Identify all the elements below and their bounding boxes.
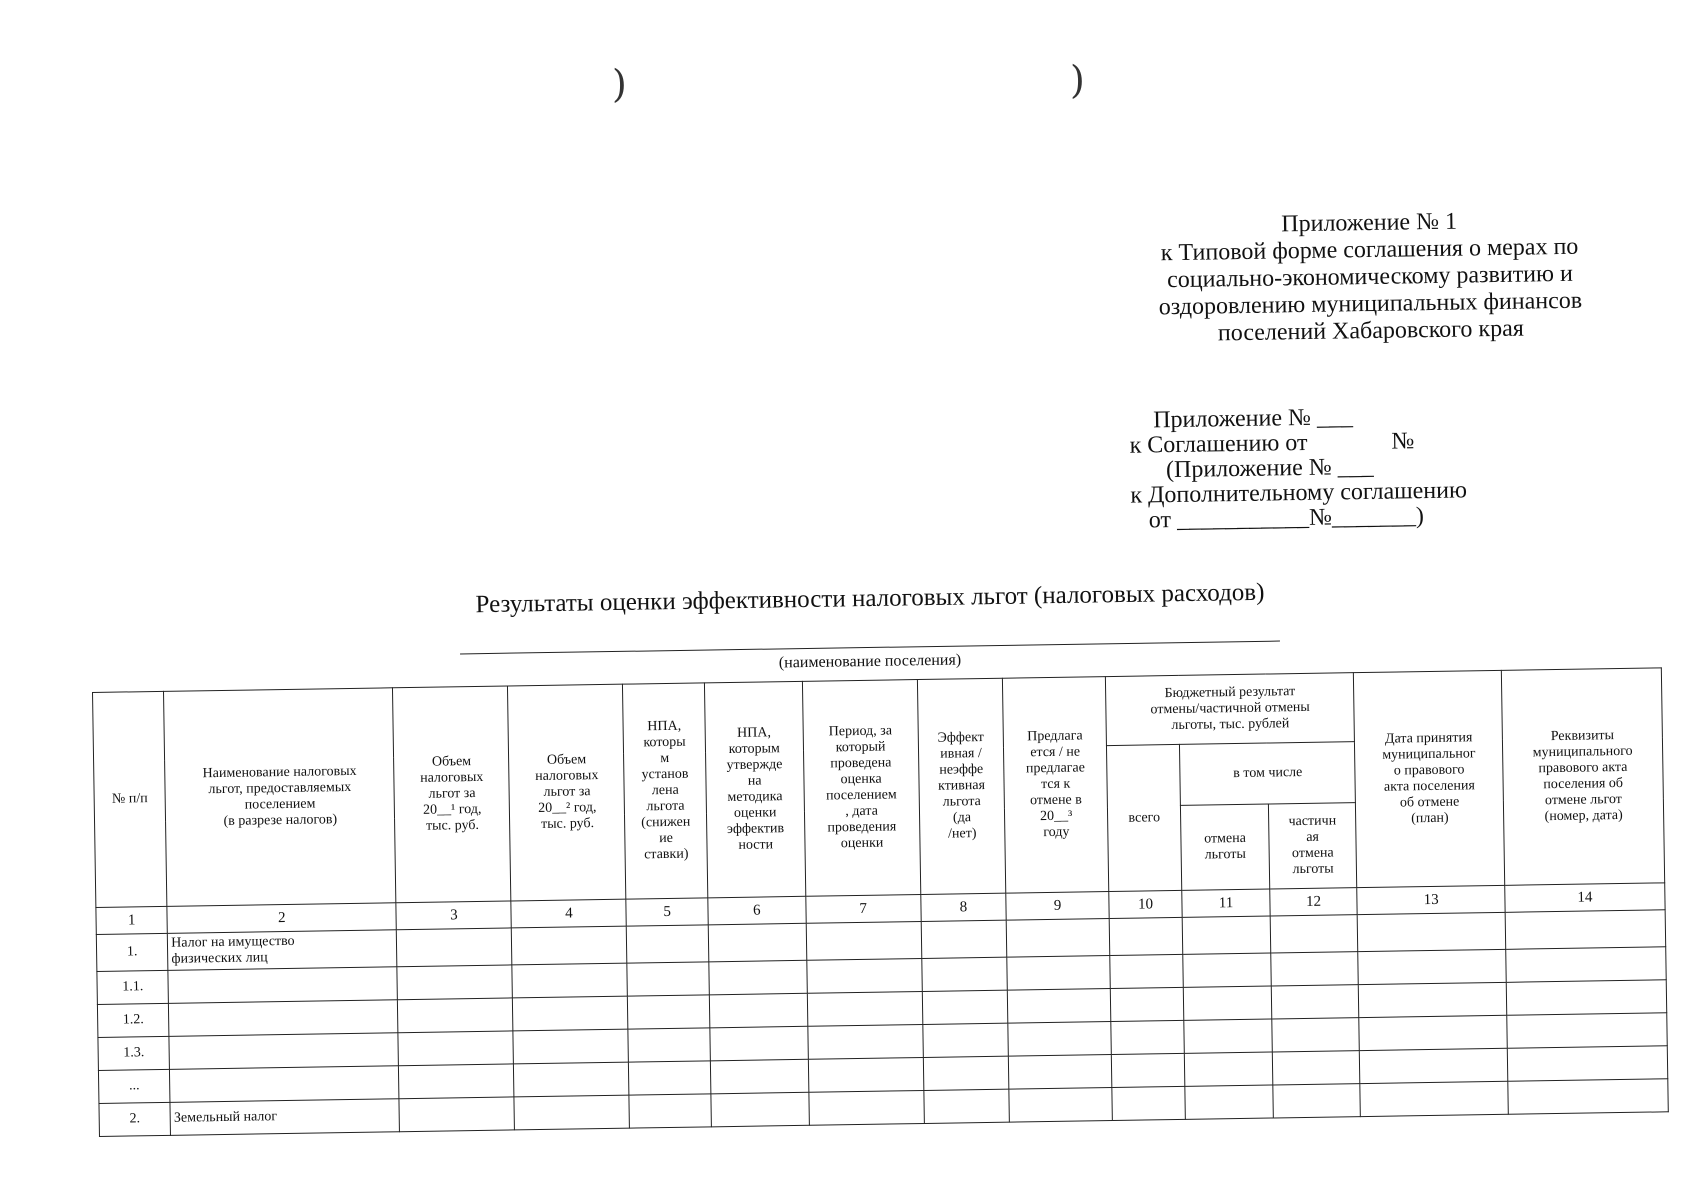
header-total: всего	[1106, 744, 1182, 891]
annex-1-line: к Типовой форме соглашения о мерах по	[1160, 233, 1579, 267]
table-cell	[922, 1023, 1008, 1057]
column-number: 13	[1357, 885, 1505, 914]
table-cell	[1507, 1013, 1667, 1049]
column-number: 5	[626, 898, 708, 926]
table-cell	[1507, 1046, 1667, 1082]
benefit-name-cell: Налог на имущество физических лиц	[168, 930, 398, 971]
table-cell	[1182, 916, 1270, 954]
table-cell	[923, 1056, 1009, 1090]
benefit-name-cell	[169, 1000, 399, 1037]
table-cell	[806, 922, 922, 961]
table-cell	[1112, 1086, 1186, 1120]
annex-1-line: оздоровлению муниципальных финансов	[1158, 287, 1583, 321]
table-cell	[398, 1031, 514, 1066]
table-cell	[921, 920, 1007, 958]
table-cell	[629, 1061, 711, 1095]
table-cell	[1007, 989, 1110, 1024]
table-cell	[1508, 1079, 1668, 1115]
annex-agreement-line: (Приложение № ___	[1129, 453, 1374, 484]
table-cell	[1008, 1022, 1111, 1057]
table-cell	[1110, 987, 1184, 1021]
benefit-name-cell	[168, 967, 398, 1004]
annex-1-line: социально-экономическому развитию и	[1166, 260, 1574, 294]
table-cell	[709, 960, 807, 995]
table-cell	[922, 990, 1008, 1024]
table-cell	[1360, 1048, 1508, 1083]
table-cell	[399, 1097, 515, 1132]
document-title: Результаты оценки эффективности налоговых льгот (налоговых расходов)	[475, 578, 1265, 619]
table-cell	[1273, 1084, 1361, 1118]
punch-hole-mark: )	[1070, 58, 1085, 102]
header-benefit-name: Наименование налоговых льгот, предоставляемых поселением (в разрезе налогов)	[164, 688, 396, 907]
column-number: 9	[1006, 892, 1109, 921]
table-cell	[1183, 953, 1271, 987]
row-number-cell: 1.2.	[97, 1003, 169, 1037]
header-effective: Эффект ивная / неэффе ктивная льгота (да /нет)	[917, 678, 1006, 894]
column-number: 12	[1270, 888, 1358, 916]
row-number-cell: 1.1.	[97, 970, 169, 1004]
column-number: 10	[1109, 890, 1183, 918]
column-number: 11	[1182, 889, 1270, 917]
settlement-name-caption: (наименование поселения)	[778, 651, 962, 672]
table-cell	[1271, 985, 1359, 1019]
table-cell	[1185, 1085, 1273, 1119]
header-evaluation-period: Период, за который проведена оценка поселением , дата проведения оценки	[802, 680, 920, 897]
results-table-wrapper	[92, 667, 1669, 1137]
table-cell	[1358, 912, 1506, 951]
table-cell	[1272, 1018, 1360, 1052]
table-cell	[709, 993, 807, 1028]
table-cell	[627, 962, 709, 996]
column-number: 4	[511, 899, 626, 928]
table-cell	[809, 1090, 925, 1125]
column-number: 7	[805, 895, 920, 924]
table-cell	[513, 1029, 629, 1064]
table-cell	[512, 926, 628, 965]
annex-1-line: поселений Хабаровского края	[1217, 315, 1524, 347]
table-cell	[806, 959, 922, 994]
header-npa-established: НПА, которы м установ лена льгота (снижен ие ставки)	[623, 683, 708, 899]
table-cell	[1360, 1081, 1508, 1116]
table-cell	[710, 1059, 808, 1094]
table-cell	[1184, 986, 1272, 1020]
header-cancel-date: Дата принятия муниципальног о правового акта поселения об отмене (план)	[1354, 670, 1505, 887]
table-cell	[1007, 956, 1110, 991]
column-number: 6	[708, 896, 806, 925]
column-number: 2	[167, 903, 396, 934]
table-cell	[1111, 1020, 1185, 1054]
table-cell	[1271, 952, 1359, 986]
table-cell	[808, 1057, 924, 1092]
annex-agreement-line: от ___________№_______)	[1130, 503, 1425, 534]
table-cell	[513, 996, 629, 1031]
table-cell	[1359, 1015, 1507, 1050]
annex-agreement-line: Приложение № ___	[1129, 404, 1354, 434]
table-cell	[1006, 919, 1109, 958]
table-cell	[628, 995, 710, 1029]
benefit-name-cell: Земельный налог	[170, 1099, 400, 1136]
table-cell	[807, 992, 923, 1027]
table-cell	[1506, 980, 1666, 1016]
table-cell	[708, 923, 806, 962]
table-cell	[1009, 1088, 1112, 1123]
header-cancel-benefit: отмена льготы	[1181, 804, 1270, 890]
table-cell	[1270, 915, 1358, 953]
column-number: 8	[920, 893, 1006, 921]
annex-agreement-heading	[1129, 401, 1601, 533]
table-cell	[1110, 954, 1184, 988]
punch-hole-mark: )	[612, 62, 627, 106]
table-cell	[1506, 947, 1666, 983]
header-budget-result-group: Бюджетный результат отмены/частичной отмены льготы, тыс. рублей	[1105, 673, 1354, 746]
table-cell	[627, 925, 709, 963]
results-table	[92, 667, 1669, 1137]
annex-1-line: Приложение № 1	[1281, 208, 1458, 238]
table-cell	[1009, 1055, 1112, 1090]
table-cell	[628, 1028, 710, 1062]
benefit-name-cell	[169, 1033, 399, 1070]
row-number-cell: 2.	[99, 1102, 171, 1136]
row-number-cell: 1.3.	[98, 1036, 170, 1070]
annex-agreement-line: к Дополнительному соглашению	[1130, 477, 1468, 509]
annex-1-heading	[1089, 206, 1651, 350]
table-cell	[629, 1094, 711, 1128]
header-partial-cancel: частичн ая отмена льготы	[1268, 803, 1357, 889]
column-number: 3	[396, 901, 511, 930]
header-volume-year-2: Объем налоговых льгот за 20__² год, тыс. руб.	[508, 684, 626, 901]
table-cell	[1185, 1052, 1273, 1086]
table-cell	[514, 1062, 630, 1097]
header-row-number: № п/п	[93, 691, 168, 907]
row-number-cell: 1.	[96, 933, 168, 971]
header-including-group: в том числе	[1180, 742, 1356, 806]
table-cell	[1505, 910, 1665, 950]
table-cell	[1111, 1053, 1185, 1087]
annex-agreement-line: к Соглашению от №	[1129, 428, 1415, 459]
table-cell	[512, 963, 628, 998]
column-number: 14	[1505, 883, 1665, 913]
table-cell	[921, 957, 1007, 991]
table-cell	[397, 965, 513, 1000]
table-cell	[1359, 982, 1507, 1017]
table-cell	[710, 1026, 808, 1061]
table-cell	[398, 998, 514, 1033]
table-cell	[1184, 1019, 1272, 1053]
column-number: 1	[96, 906, 168, 934]
table-cell	[514, 1095, 630, 1130]
benefit-name-cell	[170, 1066, 400, 1103]
table-cell	[1358, 949, 1506, 984]
header-act-details: Реквизиты муниципального правового акта поселения об отмене льгот (номер, дата)	[1501, 668, 1664, 885]
table-cell	[397, 928, 513, 967]
header-proposed-cancel: Предлага ется / не предлагае тся к отмене в 20__³ году	[1003, 677, 1109, 894]
table-cell	[399, 1064, 515, 1099]
table-cell	[1272, 1051, 1360, 1085]
table-cell	[807, 1024, 923, 1059]
row-number-cell: ...	[98, 1069, 170, 1103]
header-npa-methodology: НПА, которым утвержде на методика оценки эффектив ности	[704, 681, 805, 898]
table-cell	[1109, 917, 1183, 955]
header-volume-year-1: Объем налоговых льгот за 20__¹ год, тыс. руб.	[393, 686, 511, 903]
table-cell	[924, 1089, 1010, 1123]
table-cell	[711, 1092, 809, 1127]
